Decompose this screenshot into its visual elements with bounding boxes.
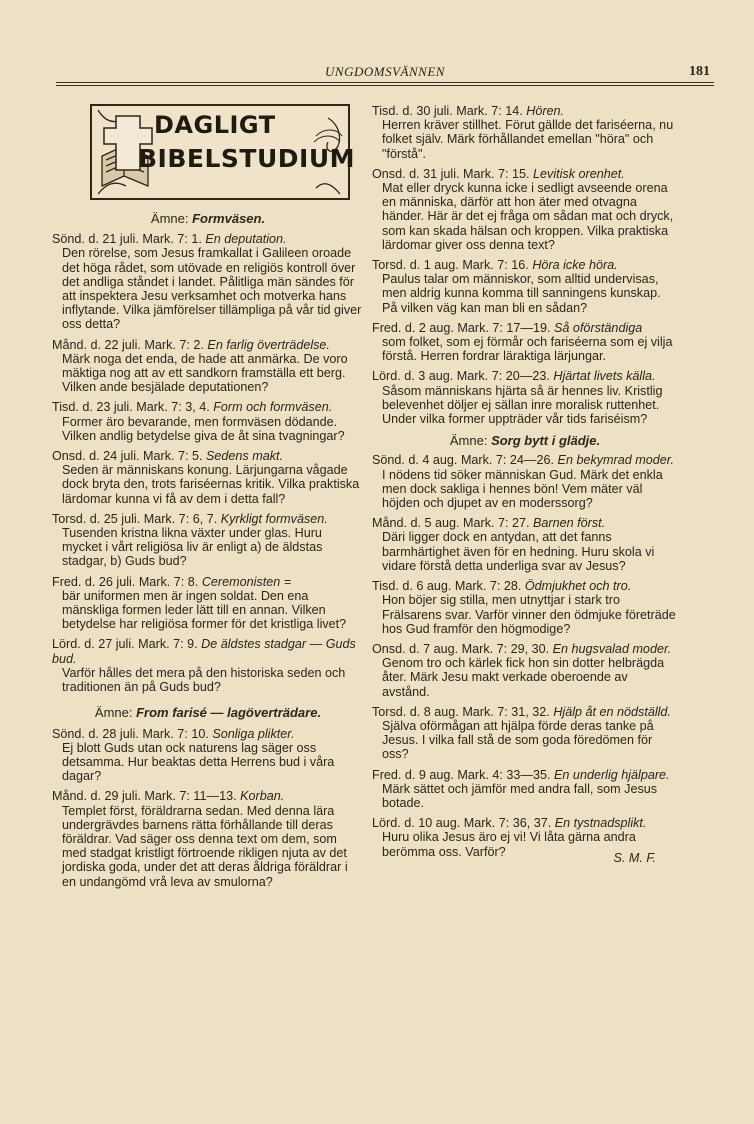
entry-text: Herren kräver stillhet. Förut gällde det fariséerna, nu folket själv. Märk förhållandet emellan "höra" och "förstå". [382,118,674,161]
entry-date: Månd. d. 22 juli. [52,337,141,352]
section-logo [90,104,356,200]
topic-label: Ämne: [150,211,189,226]
entry-date: Torsd. d. 8 aug. [372,704,459,719]
header-rule [56,82,714,83]
study-entry [52,449,364,506]
study-entry [52,338,364,395]
entry-heading: En farlig överträdelse. [207,337,330,352]
header-rule [56,85,714,86]
entry-ref: Mark. 7: 20—23. [456,369,550,384]
entry-text: som folket, som ej förmår och fariséerna som ej vilja förstå. Herren fordrar läraktiga lärjungar. [382,335,673,364]
entry-heading: Ceremonisten = [201,574,292,589]
entry-heading: En tystnadsplikt. [554,816,647,831]
entry-text: Former äro bevarande, men formväsen dödande. Vilken andlig betydelse giva de åt sina tvagningar? [62,414,345,443]
entry-ref: Mark. 7: 15. [463,166,530,181]
entry-ref: Mark. 7: 14. [456,104,523,118]
entries-list [52,727,364,889]
entry-ref: Mark. 7: 8. [138,574,199,589]
entry-heading: En bekymrad moder. [557,453,674,468]
entry-date: Fred. d. 2 aug. [372,320,454,335]
entry-heading: Barnen först. [533,516,606,531]
entry-text: Märk sättet och jämför med andra fall, som Jesus botade. [382,781,658,810]
study-entry [52,400,364,443]
entry-heading: Korban. [240,789,285,804]
entry-ref: Mark. 7: 11—13. [144,789,237,804]
entry-ref: Mark. 7: 3, 4. [136,400,210,415]
entry-text: Seden är människans konung. Lärjungarna vågade dock bryta den, trots fariséernas kritik. Vilka praktiska lärdomar kunna vi få av dem i detta fall? [62,463,360,506]
entry-date: Sönd. d. 4 aug. [372,453,458,468]
entry-date: Lörd. d. 27 juli. [52,637,135,652]
entry-date: Sönd. d. 21 juli. [52,232,139,247]
entry-text: Däri ligger dock en antydan, att det fanns barmhärtighet även för en hedning. Huru skola vi vidare förstå detta underliga svar av Jesus? [382,530,655,573]
study-entry [372,167,678,252]
study-entry [372,642,678,699]
entry-ref: Mark. 7: 28. [454,579,522,594]
author-signature: S. M. F. [613,850,656,865]
study-entry [372,579,678,636]
entry-ref: Mark. 7: 17—19. [457,320,551,335]
study-entry [372,705,678,762]
topic-title: Sorg bytt i glädje. [491,433,601,449]
entry-ref: Mark. 7: 1. [142,232,202,247]
entry-date: Onsd. d. 7 aug. [372,641,459,656]
study-entry [372,369,678,426]
page-number: 181 [689,64,710,79]
left-column [52,100,364,895]
entry-text: Såsom människans hjärta så är hennes liv. Kristlig belevenhet döljer ej sällan inre moralisk ruttenhet. Under vilka former uppträder vår tids fariséism? [382,383,663,427]
entry-date: Månd. d. 5 aug. [372,516,460,531]
entry-heading: Hjälp åt en nödställd. [553,704,671,719]
entry-text: Mat eller dryck kunna icke i sedligt avseende orena en människa, därför att hon äter med otvagna händer. Här är det ej fråga om sådan mat och dryck, som kan skada hälsan och kroppen. Vilka praktiska lärdomar giver oss denna text? [382,181,674,252]
entry-heading: Form och formväsen. [213,400,333,415]
entry-text: Hon böjer sig stilla, men utnyttjar i stark tro Frälsarens svar. Varför vinner den ödmjuke företräde hos Gud framför den högmodige? [382,593,676,636]
entry-heading: Hjärtat livets källa. [553,369,656,384]
study-entry [52,789,364,888]
entry-text: Templet först, föräldrarna sedan. Med denna lära undergrävdes barnens rätta förhållande till deras föräldrar. Vad säger oss denna text om dem, som med stadgat kristligt förtroende rikligen njuta av det jordiska goda, under det att deras åldriga föräldrar i en undangömd vrå leva av smulorna? [62,803,348,889]
entry-ref: Mark. 7: 9. [138,637,198,652]
entry-heading: Ödmjukhet och tro. [524,579,632,594]
entry-heading: Sonliga plikter. [212,726,295,741]
entry-text: Ej blott Guds utan ock naturens lag säger oss detsamma. Hur beaktas detta Herrens bud i våra dagar? [62,740,335,784]
entry-text: I nödens tid söker människan Gud. Märk det enkla men dock sakliga i hennes bön! Vem mäter väl höjden och djupet av en moderssorg? [382,467,663,511]
entry-text: Märk noga det enda, de hade att anmärka. De voro mäktiga nog att av ett sandkorn framställa ett berg. Vilken ande besjälade deputationen? [62,351,348,395]
entry-text: Genom tro och kärlek fick hon sin dotter helbrägda åter. Märk Jesu makt verkade oberoende av avstånd. [382,656,665,699]
study-entry [52,575,364,632]
entry-ref: Mark. 7: 5. [143,449,203,464]
entry-ref: Mark. 7: 31, 32. [462,704,550,719]
entry-heading: En deputation. [205,232,287,247]
entries-list [372,453,678,858]
study-entry [52,727,364,784]
entry-text: bär uniformen men är ingen soldat. Den ena mänskliga formen leder lätt till en annan. Vilken betydelse har religiösa former för det kristliga livet? [62,588,347,632]
study-entry [52,232,364,331]
topic-title: From farisé — lagöverträdare. [136,705,322,721]
entry-heading: Höra icke höra. [532,258,618,273]
entry-ref: Mark. 7: 2. [144,337,204,352]
topic-title: Formväsen. [192,211,266,226]
entry-ref: Mark. 7: 10. [142,726,209,741]
topic-heading [52,706,364,720]
entry-date: Lörd. d. 10 aug. [372,816,461,831]
study-entry [372,321,678,364]
entry-ref: Mark. 4: 33—35. [457,767,551,782]
entry-text: Paulus talar om människor, som alltid undervisas, men aldrig kunna komma till sanningens kunskap. På vilken väg kan man bli en sådan? [382,272,661,315]
entry-text: Huru olika Jesus äro ej vi! Vi låta gärna andra berömma oss. Varför? [382,830,636,859]
study-entry [372,104,678,161]
topic-heading [372,434,678,448]
entry-text: Varför hålles det mera på den historiska seden och traditionen än på Guds bud? [62,665,346,695]
entry-heading: Kyrkligt formväsen. [220,511,328,526]
entry-date: Sönd. d. 28 juli. [52,726,139,741]
study-entry [372,516,678,573]
study-entry [372,453,678,510]
entry-date: Fred. d. 26 juli. [52,574,136,589]
logo-line-bibelstudium: BIBELSTUDIUM [138,144,356,173]
entries-list [52,232,364,694]
magazine-title: UNGDOMSVÄNNEN [325,64,445,79]
entry-text: Tusenden kristna likna växter under glas. Huru mycket i vårt religiösa liv är enligt a) de äldstas stadgar, b) Guds bud? [62,526,323,569]
entry-heading: En underlig hjälpare. [554,767,670,782]
entry-text: Själva oförmågan att hjälpa förde deras tanke på Jesus. I vilka fall stå de som goda föredömen för oss? [382,718,654,762]
entry-ref: Mark. 7: 24—26. [460,453,555,468]
entry-text: Den rörelse, som Jesus framkallat i Galileen oroade det höga rådet, som utövade en religiös kontroll över det andliga ståndet i landet. Pålitliga män sändes för att inspektera Jesu verksamhet och motverka hans inflytande. Vilka jämförelser tillämpliga på vår tid giver oss detta? [62,246,362,332]
entry-date: Tisd. d. 23 juli. [52,400,133,415]
topic-label: Ämne: [449,433,488,449]
entry-date: Tisd. d. 6 aug. [372,579,452,594]
entry-date: Torsd. d. 1 aug. [372,258,459,273]
page-header [56,62,714,86]
entry-heading: Sedens makt. [206,449,284,464]
topic-label: Ämne: [94,705,133,721]
entry-heading: De äldstes stadgar — Guds bud. [52,637,356,666]
topic-heading [52,212,364,226]
entry-ref: Mark. 7: 36, 37. [463,816,552,831]
right-column [372,104,678,865]
entry-heading: Så oförständiga [554,320,643,335]
entry-heading: En hugsvalad moder. [552,641,672,656]
entry-date: Onsd. d. 31 juli. [372,166,460,181]
entry-heading: Levitisk orenhet. [533,166,625,181]
study-entry [52,512,364,569]
entry-ref: Mark. 7: 29, 30. [461,641,550,656]
entry-date: Onsd. d. 24 juli. [52,449,140,464]
study-entry [52,637,364,694]
study-entry [372,258,678,315]
entry-date: Månd. d. 29 juli. [52,789,141,804]
entry-date: Fred. d. 9 aug. [372,767,454,782]
entry-ref: Mark. 7: 27. [463,516,530,531]
entries-list [372,104,678,426]
study-entry [372,768,678,811]
entry-date: Torsd. d. 25 juli. [52,511,141,526]
entry-ref: Mark. 7: 16. [462,258,529,273]
entry-ref: Mark. 7: 6, 7. [143,511,218,526]
entry-date: Tisd. d. 30 juli. [372,104,453,118]
logo-line-dagligt: DAGLIGT [154,111,276,139]
entry-date: Lörd. d. 3 aug. [372,369,454,384]
entry-heading: Hören. [526,104,565,118]
